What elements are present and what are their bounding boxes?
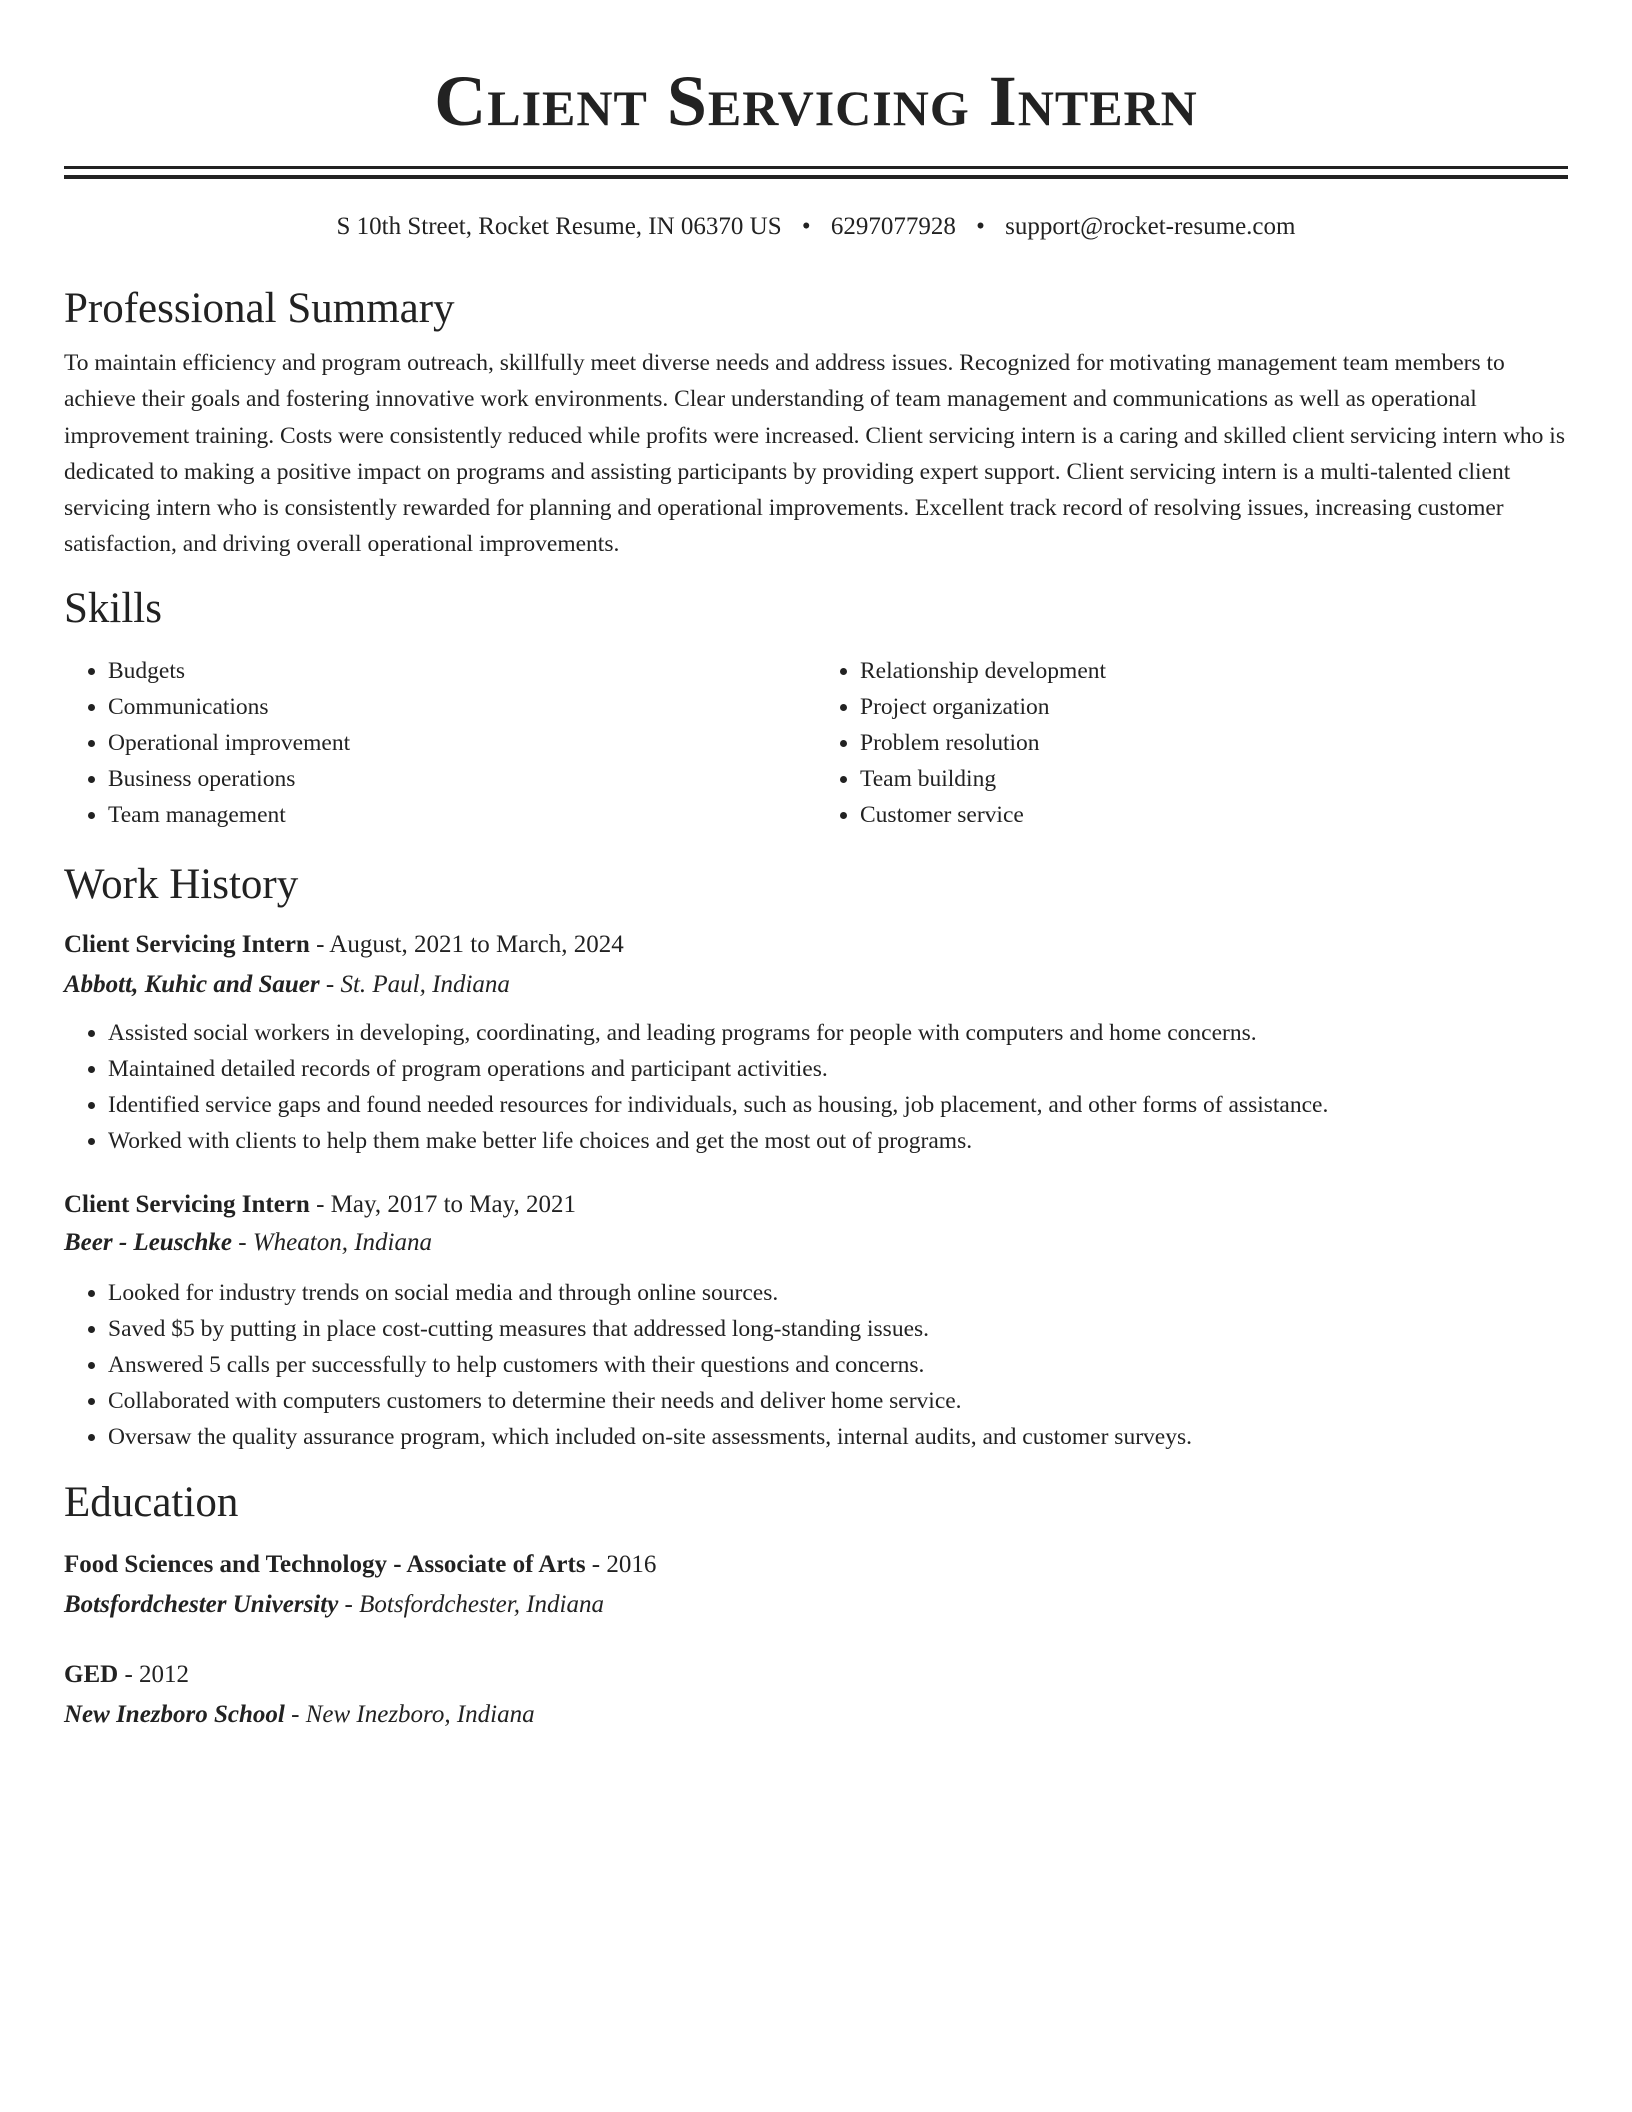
skill-item: • Project organization <box>860 689 1568 725</box>
job-location: - St. Paul, Indiana <box>319 970 510 998</box>
skill-item: • Problem resolution <box>860 725 1568 761</box>
education-school-line <box>64 1699 1568 1731</box>
section-heading-work-history: Work History <box>64 860 299 908</box>
education-degree: Food Sciences and Technology - Associate of Arts <box>64 1550 586 1578</box>
job-duty-item: • Worked with clients to help them make better life choices and get the most out of programs. <box>108 1123 1568 1159</box>
job-company: Beer - Leuschke <box>64 1228 233 1256</box>
job-title-line <box>64 929 1568 961</box>
job-duty-item: • Maintained detailed records of program operations and participant activities. <box>108 1051 1568 1087</box>
education-entry <box>64 1659 1568 1731</box>
education-school-line <box>64 1589 1568 1621</box>
job-dates: - May, 2017 to May, 2021 <box>309 1190 577 1218</box>
section-heading-education: Education <box>64 1478 239 1526</box>
skill-item: • Team management <box>108 797 816 833</box>
job-duty-item: • Oversaw the quality assurance program, which included on-site assessments, internal audits, and customer surveys. <box>108 1419 1568 1455</box>
contact-phone: 6297077928 <box>830 213 956 240</box>
job-duties-list <box>64 1015 1568 1159</box>
job-title: Client Servicing Intern <box>64 1190 310 1218</box>
skill-item: • Team building <box>860 761 1568 797</box>
education-school: New Inezboro School <box>64 1700 285 1728</box>
skill-item: • Business operations <box>108 761 816 797</box>
job-company-line <box>64 1227 1568 1259</box>
skill-item: • Budgets <box>108 653 816 689</box>
contact-email: support@rocket-resume.com <box>1005 213 1296 240</box>
job-duty-item: • Identified service gaps and found needed resources for individuals, such as housing, job placement, and other forms of assistance. <box>108 1087 1568 1123</box>
job-duty-item: • Assisted social workers in developing, coordinating, and leading programs for people with computers and home concerns. <box>108 1015 1568 1051</box>
job-title-line <box>64 1189 1568 1221</box>
skills-column-right <box>816 653 1568 833</box>
skill-item: • Customer service <box>860 797 1568 833</box>
job-company-line <box>64 969 1568 1001</box>
contact-address: S 10th Street, Rocket Resume, IN 06370 US <box>336 213 782 240</box>
education-degree-line <box>64 1659 1568 1691</box>
education-location: - New Inezboro, Indiana <box>284 1700 535 1728</box>
skill-item: • Communications <box>108 689 816 725</box>
skill-item: • Relationship development <box>860 653 1568 689</box>
skills-list <box>64 653 1568 833</box>
job-duties-list <box>64 1275 1568 1455</box>
contact-separator: • <box>976 213 985 240</box>
education-entry <box>64 1549 1568 1621</box>
summary-text: To maintain efficiency and program outreach, skillfully meet diverse needs and address issues. Recognized for motivating management team members to achieve their goals and fostering innovative work environments. Clear understanding of team management and communications as well as operational improvement training. Costs were consistently reduced while profits were increased. Client servicing intern is a caring and skilled client servicing intern who is dedicated to making a positive impact on programs and assisting participants by providing expert support. Client servicing intern is a multi-talented client servicing intern who is consistently rewarded for planning and operational improvements. Excellent track record of resolving issues, increasing customer satisfaction, and driving overall operational improvements. <box>64 350 1565 558</box>
resume-title: Client Servicing Intern <box>434 61 1198 141</box>
job-company: Abbott, Kuhic and Sauer <box>64 970 320 998</box>
section-heading-skills: Skills <box>64 584 162 632</box>
contact-line <box>64 211 1568 243</box>
work-entry <box>64 929 1568 1159</box>
section-heading-summary: Professional Summary <box>64 285 455 332</box>
job-location: - Wheaton, Indiana <box>232 1228 432 1256</box>
education-school: Botsfordchester University <box>64 1590 339 1618</box>
skill-item: • Operational improvement <box>108 725 816 761</box>
job-duty-item: • Collaborated with computers customers to determine their needs and deliver home service. <box>108 1383 1568 1419</box>
title-double-rule <box>64 166 1568 179</box>
education-degree-line <box>64 1549 1568 1581</box>
work-entry <box>64 1189 1568 1455</box>
job-duty-item: • Looked for industry trends on social media and through online sources. <box>108 1275 1568 1311</box>
job-duty-item: • Answered 5 calls per successfully to help customers with their questions and concerns. <box>108 1347 1568 1383</box>
education-year: - 2012 <box>118 1660 190 1688</box>
contact-separator: • <box>801 213 811 240</box>
education-year: - 2016 <box>585 1550 657 1578</box>
job-dates: - August, 2021 to March, 2024 <box>309 930 624 958</box>
skills-column-left <box>64 653 816 833</box>
job-duty-item: • Saved $5 by putting in place cost-cutting measures that addressed long-standing issues. <box>108 1311 1568 1347</box>
education-location: - Botsfordchester, Indiana <box>338 1590 605 1618</box>
job-title: Client Servicing Intern <box>64 930 310 958</box>
education-degree: GED <box>64 1660 119 1688</box>
